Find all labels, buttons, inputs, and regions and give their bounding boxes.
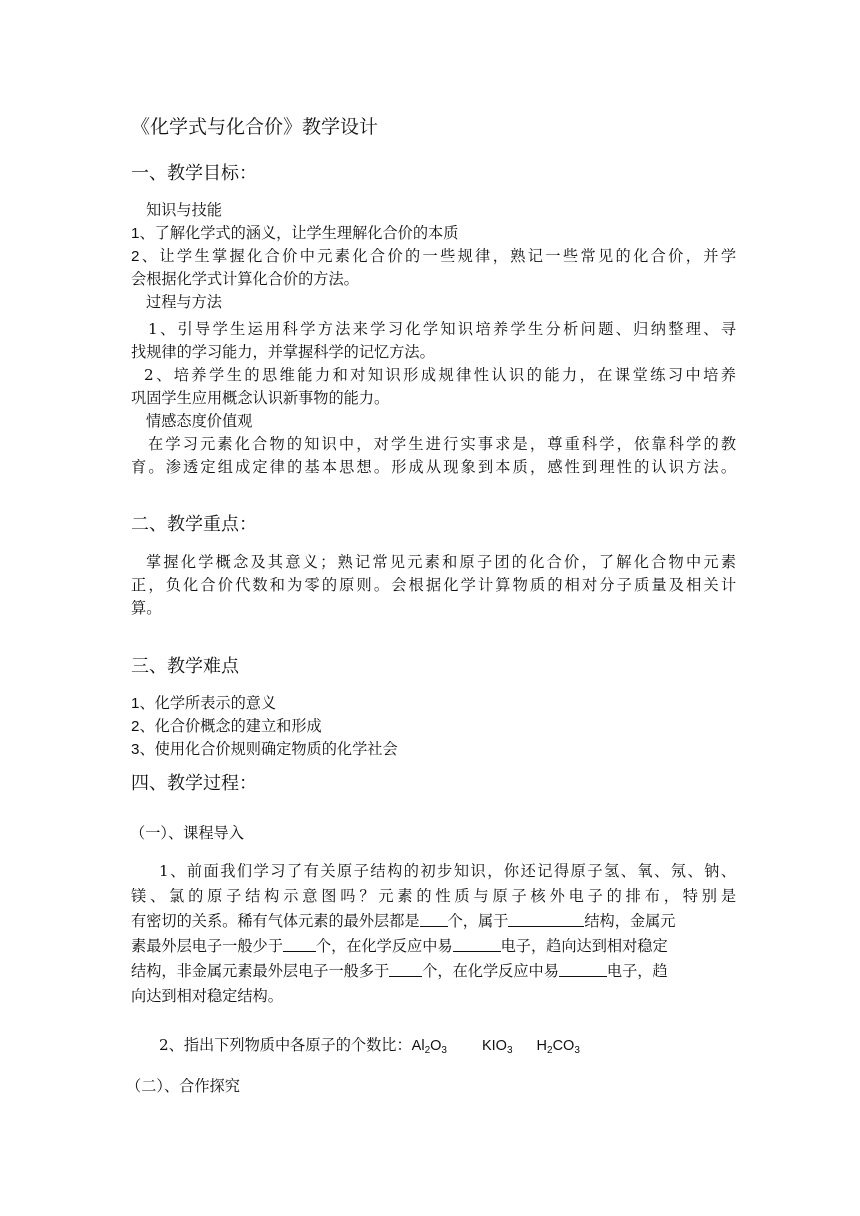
process-item-1-line-1: 1、引导学生运用科学方法来学习化学知识培养学生分析问题、归纳整理、寻: [148, 320, 736, 338]
section-heading-key-points: 二、教学重点：: [131, 514, 257, 535]
process-item-2-line-1: 2、培养学生的思维能力和对知识形成规律性认识的能力，在课堂练习中培养: [144, 366, 736, 384]
formula-part: H: [536, 1038, 548, 1054]
subheading-cooperative-exploration: （二）、合作探究: [126, 1077, 240, 1095]
text-segment: 个，在化学反应中易: [422, 962, 559, 980]
fill-blank[interactable]: [508, 911, 584, 927]
text-segment: 电子，趋向达到相对稳定: [500, 937, 668, 955]
text-segment: 结构，金属元: [584, 912, 676, 930]
section-heading-difficulties: 三、教学难点: [131, 656, 239, 677]
formula-part: Al: [411, 1038, 425, 1054]
key-points-line-2: 正，负化合价代数和为零的原则。会根据化学计算物质的相对分子质量及相关计: [131, 576, 736, 594]
attitudes-line-1: 在学习元素化合物的知识中，对学生进行实事求是，尊重科学，依靠科学的教: [148, 435, 736, 453]
objective-item-2-line-2: 会根据化学式计算化合价的方法。: [131, 270, 359, 288]
fill-blank[interactable]: [389, 961, 422, 977]
fill-blank[interactable]: [420, 911, 448, 927]
formula-subscript: 3: [441, 1045, 447, 1056]
item-text: 、了解化学式的涵义，让学生理解化合价的本质: [139, 224, 459, 242]
item-number: 1: [131, 225, 140, 242]
text-segment: 结构，非金属元素最外层电子一般多于: [131, 962, 390, 980]
attitudes-line-2: 育。渗透定组成定律的基本思想。形成从现象到本质，感性到理性的认识方法。: [131, 458, 736, 476]
question-2: [159, 1034, 764, 1057]
formula-h2co3: [537, 1038, 580, 1054]
objective-item-1: [131, 222, 736, 245]
section-heading-teaching-process: 四、教学过程：: [131, 773, 257, 794]
fill-blank[interactable]: [453, 936, 501, 952]
text-segment: 个，在化学反应中易: [315, 937, 453, 955]
question-1-line-4: [131, 935, 736, 957]
item-text: 、使用化合价规则确定物质的化学社会: [139, 740, 398, 758]
key-points-line-1: 掌握化学概念及其意义；熟记常见元素和原子团的化合价，了解化合物中元素: [146, 553, 736, 571]
process-item-2-line-2: 巩固学生应用概念认识新事物的能力。: [131, 389, 390, 407]
text-segment: 电子，趋: [606, 962, 668, 980]
section-heading-objectives: 一、教学目标：: [131, 163, 257, 184]
subheading-process-methods: 过程与方法: [146, 293, 222, 311]
process-item-1-line-2: 找规律的学习能力，并掌握科学的记忆方法。: [131, 343, 435, 361]
formula-subscript: 2: [424, 1045, 431, 1056]
formula-subscript: 3: [574, 1045, 580, 1056]
formula-subscript: 2: [547, 1045, 553, 1056]
item-text: 、化合价概念的建立和形成: [139, 717, 322, 735]
fill-blank[interactable]: [283, 936, 316, 952]
question-1-line-1: 1、前面我们学习了有关原子结构的初步知识，你还记得原子氢、氧、氖、钠、: [159, 862, 736, 880]
difficulty-item-3: [131, 738, 736, 761]
formula-part: O: [430, 1038, 442, 1054]
formula-al2o3: [412, 1038, 447, 1054]
formula-kio3: [482, 1038, 513, 1054]
question-1-line-6: 向达到相对稳定结构。: [131, 987, 283, 1005]
item-number: 1: [131, 695, 140, 712]
question-1-line-2: 镁、氯的原子结构示意图吗？元素的性质与原子核外电子的排布，特别是: [131, 887, 736, 905]
item-number: 2: [131, 248, 140, 265]
text-segment: 有密切的关系。稀有气体元素的最外层都是: [131, 912, 420, 930]
text-segment: 素最外层电子一般少于: [131, 937, 283, 955]
fill-blank[interactable]: [559, 961, 607, 977]
formula-subscript: 3: [506, 1045, 513, 1056]
key-points-line-3: 算。: [131, 599, 162, 617]
item-number: 2: [131, 718, 140, 735]
subheading-lesson-intro: （一）、课程导入: [130, 824, 244, 842]
objective-item-2-line-1: [131, 245, 736, 268]
item-number: 3: [131, 741, 140, 758]
document-title: 《化学式与化合价》教学设计: [131, 116, 379, 138]
question-2-text: 2、指出下列物质中各原子的个数比：: [159, 1036, 412, 1054]
item-text: 、化学所表示的意义: [139, 694, 277, 712]
question-1-line-5: [131, 960, 736, 982]
formula-part: CO: [552, 1038, 575, 1054]
difficulty-item-1: [131, 692, 736, 715]
text-segment: 个，属于: [447, 912, 509, 930]
question-1-line-3: [131, 910, 736, 932]
difficulty-item-2: [131, 715, 736, 738]
formula-part: KIO: [481, 1038, 507, 1054]
item-text: 、让学生掌握化合价中元素化合价的一些规律，熟记一些常见的化合价，并学: [139, 247, 736, 265]
subheading-attitudes-values: 情感态度价值观: [146, 412, 253, 430]
subheading-knowledge-skills: 知识与技能: [146, 201, 222, 219]
